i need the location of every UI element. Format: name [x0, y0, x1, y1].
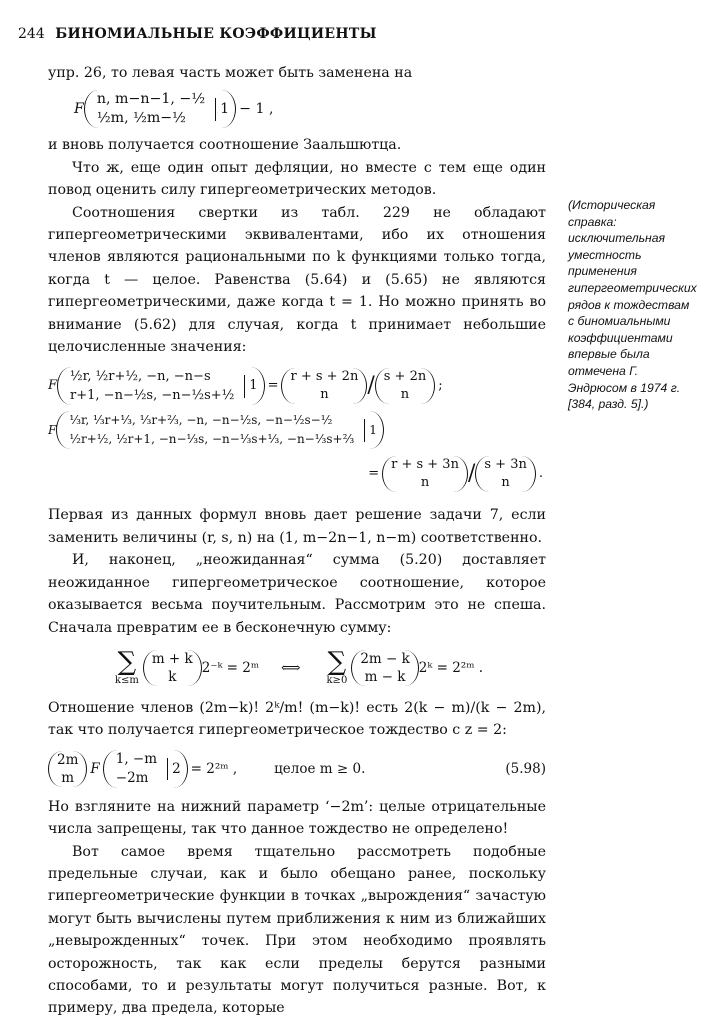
- binomial-bottom: n: [400, 387, 410, 403]
- paragraph: Соотношения свертки из табл. 229 не обладают гипергеометрическими эквивалентами, ибо их отношения членов являются рациональными по k функциями только тогда, когда t — целое. Равенства (5.64) и (5.65) не являются гипергеометрическими, даже когда t = 1. Но можно принять во внимание (5.62) для случая, когда t принимает небольшие целочисленные значения:: [48, 204, 546, 356]
- formula-line: [48, 364, 546, 408]
- binomial-top: s + 3n: [484, 457, 527, 473]
- equals-sign: =: [368, 466, 380, 482]
- running-title: БИНОМИАЛЬНЫЕ КОЭФФИЦИЕНТЫ: [55, 26, 377, 42]
- param-bottom: r+1, −n−½s, −n−½s+½: [70, 388, 235, 404]
- binomial-bottom: m: [61, 769, 75, 786]
- formula-rhs: 2⁻ᵏ = 2ᵐ: [201, 659, 260, 676]
- summation: [326, 646, 348, 687]
- formula-symbol: F: [48, 378, 58, 394]
- param-matrix: [110, 750, 163, 788]
- formula-rhs: 2ᵏ = 2²ᵐ .: [418, 659, 484, 676]
- param-matrix: [64, 367, 240, 405]
- formula-tail: − 1 ,: [239, 101, 274, 118]
- formula-rhs: = 2²ᵐ ,: [190, 760, 238, 777]
- summation: [114, 646, 139, 687]
- sigma-symbol: ∑: [117, 646, 137, 677]
- equals-sign: =: [267, 378, 279, 394]
- page-number: 244: [18, 26, 45, 42]
- param-top: 1, −m: [115, 750, 158, 767]
- formula-display: [48, 750, 546, 788]
- punctuation: ;: [438, 378, 443, 394]
- paragraph: и вновь получается соотношение Заальшютца.: [48, 137, 402, 154]
- binomial-top: 2m: [57, 751, 79, 768]
- main-text-column: [48, 62, 546, 1020]
- equation-block: [48, 364, 546, 496]
- binomial-top: r + s + 3n: [391, 457, 459, 473]
- binomial-bottom: n: [320, 387, 329, 403]
- formula-line: [48, 408, 546, 452]
- punctuation: .: [538, 466, 543, 482]
- binomial-top: r + s + 2n: [290, 369, 359, 385]
- paragraph: Отношение членов (2m−k)! 2ᵏ/m! (m−k)! есть 2(k − m)/(k − 2m), так что получается гипергеометрическое тождество с z = 2:: [48, 699, 546, 739]
- formula-line: [48, 452, 546, 496]
- formula-parameters: [57, 367, 265, 405]
- formula-parameters: [84, 90, 236, 128]
- param-top: ⅓r, ⅓r+⅓, ⅓r+⅔, −n, −n−½s, −n−½s−½: [69, 413, 333, 428]
- argument: 1: [215, 98, 229, 120]
- iff-arrow: ⟺: [281, 659, 301, 676]
- binomial: [475, 456, 535, 492]
- binomial-bottom: k: [168, 668, 177, 685]
- paragraph: Вот самое время тщательно рассмотреть подобные предельные случаи, как и было обещано ранее, поскольку гипергеометрические функции в точках „вырождения“ зачастую могут быть вычислены путем приближения к ним из ближайших „невырожденных“ точек. При этом необходимо проявлять осторожность, так как если пределы берутся разными способами, то и результаты могут получиться разные. Вот, к примеру, два предела, которые: [48, 843, 546, 1017]
- binomial-top: m + k: [151, 650, 193, 667]
- binomial: [351, 650, 418, 686]
- param-top: ½r, ½r+½, −n, −n−s: [70, 369, 211, 385]
- argument: 2: [167, 758, 181, 780]
- summation-limit: k≥0: [326, 674, 348, 686]
- paragraph: И, наконец, „неожиданная“ сумма (5.20) доставляет неожиданное гипергеометрическое соотношение, которое оказывается весьма поучительным. Рассмотрим это не спеша. Сначала превратим ее в бесконечную сумму:: [48, 552, 546, 636]
- summation-limit: k≤m: [114, 674, 139, 686]
- binomial: [143, 650, 202, 686]
- param-matrix: [91, 90, 211, 128]
- paragraph: Первая из данных формул вновь дает решение задачи 7, если заменить величины (r, s, n) на (1, m−2n−1, n−m) соответственно.: [48, 507, 546, 546]
- param-matrix: [63, 411, 360, 449]
- formula-display: [48, 646, 546, 687]
- binomial: [48, 751, 87, 787]
- binomial-bottom: n: [501, 475, 510, 491]
- param-bottom: ½r+½, ½r+1, −n−⅓s, −n−⅓s+⅓, −n−⅓s+⅔: [69, 432, 355, 447]
- paragraph: упр. 26, то левая часть может быть заменена на: [48, 65, 413, 81]
- paragraph: Что ж, еще один опыт дефляции, но вместе с тем еще один повод оценить силу гипергеометрических методов.: [48, 159, 546, 199]
- param-bottom: −2m: [115, 769, 149, 786]
- binomial-top: s + 2n: [383, 369, 427, 385]
- binomial: [281, 368, 367, 404]
- binomial-top: 2m − k: [360, 650, 410, 667]
- running-header: [18, 26, 377, 42]
- margin-note: (Историческая справка: исключительная уместность применения гипергеометрических рядов к тождествам с биномиальными коэффициентами впервые была отмечена Г. Эндрюсом в 1974 г. [384, разд. 5].): [568, 198, 697, 412]
- binomial-bottom: m − k: [364, 668, 406, 685]
- division-slash: /: [367, 373, 375, 399]
- formula-parameters: [103, 750, 188, 788]
- binomial: [375, 368, 435, 404]
- binomial-bottom: n: [420, 475, 430, 491]
- formula-condition: целое m ≥ 0.: [274, 760, 366, 777]
- formula-display: [48, 90, 546, 128]
- division-slash: /: [467, 461, 476, 487]
- argument: 1: [364, 419, 377, 441]
- param-bottom: ½m, ½m−½: [96, 110, 186, 127]
- formula-symbol: F: [90, 760, 100, 777]
- paragraph: Но взгляните на нижний параметр ‘−2m’: целые отрицательные числа запрещены, так что данное тождество не определено!: [48, 798, 546, 838]
- formula-symbol: F: [48, 423, 57, 438]
- formula-symbol: F: [74, 101, 84, 118]
- sigma-symbol: ∑: [327, 646, 347, 677]
- formula-parameters: [56, 411, 384, 449]
- param-top: n, m−n−1, −½: [96, 91, 206, 108]
- binomial: [382, 456, 468, 492]
- equation-number: (5.98): [505, 760, 546, 777]
- argument: 1: [244, 375, 257, 397]
